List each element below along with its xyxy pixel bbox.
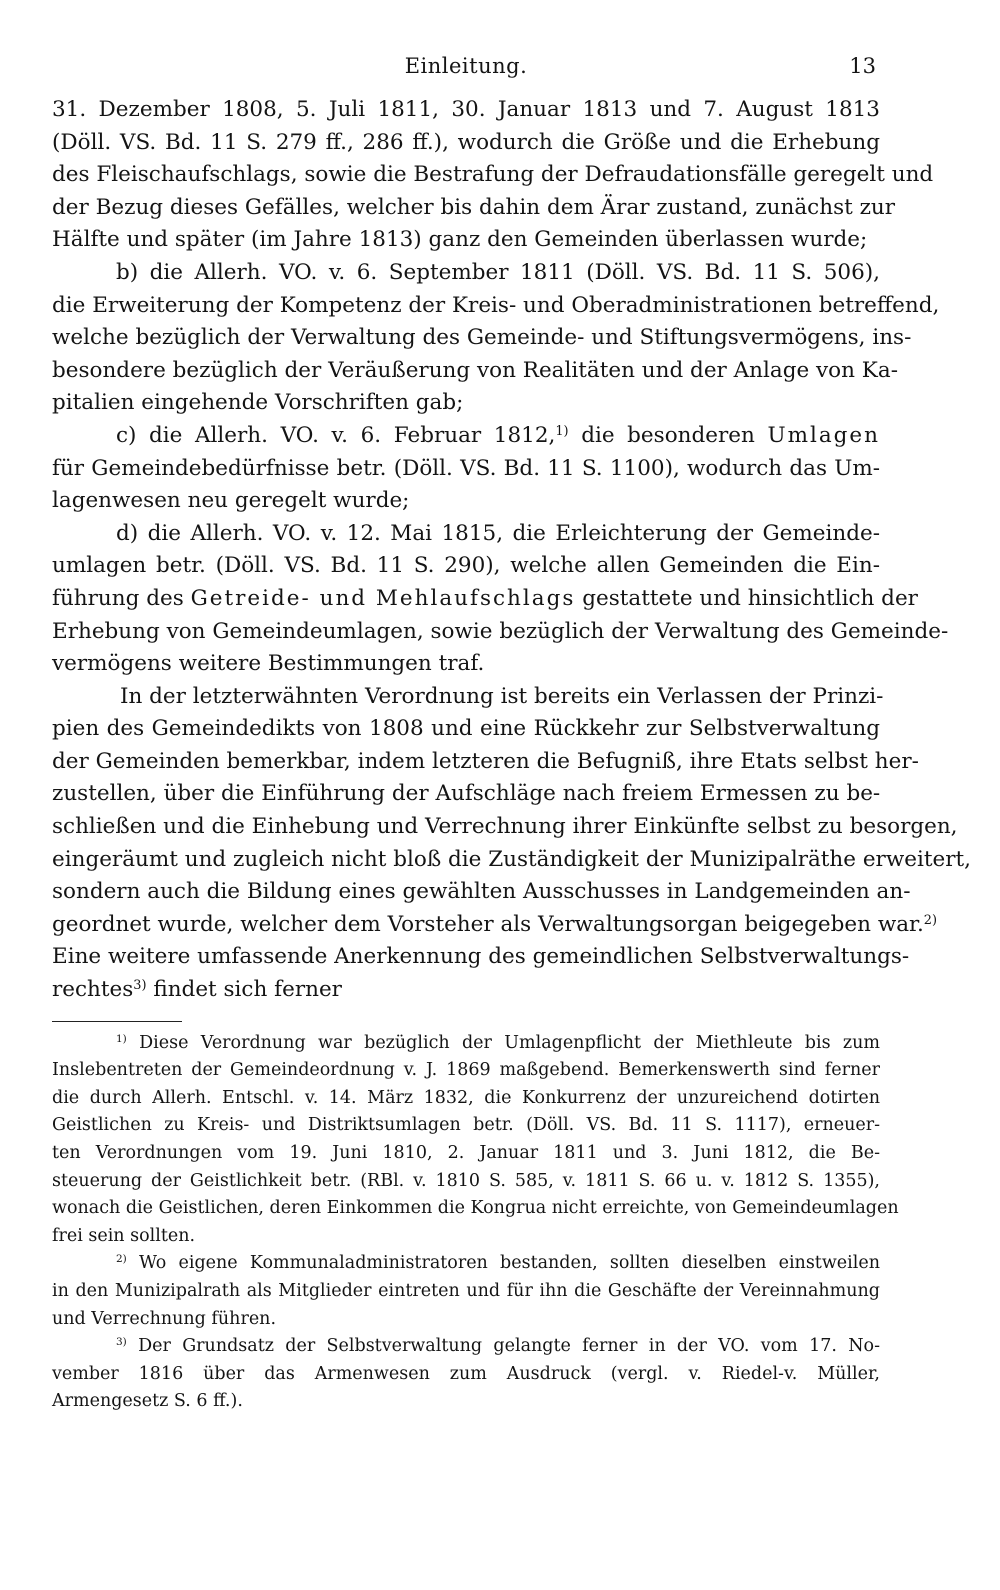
text-fragment: Der Grundsatz der Selbstverwaltung gelangte ferner in der VO. vom 17. No- [138,1336,880,1357]
text-line: der Bezug dieses Gefälles, welcher bis dahin dem Ärar zustand, zunächst zur [52,194,896,220]
emphasis-spaced: Getreide- und Mehlaufschlags [190,585,576,611]
text-line: pien des Gemeindedikts von 1808 und eine Rückkehr zur Selbstverwaltung [52,716,880,742]
footnote-3-line [52,1333,880,1361]
text-line [52,583,918,616]
text-line: der Gemeinden bemerkbar, indem letzteren die Befugniß, ihre Etats selbst her- [52,748,919,774]
running-head [52,54,880,94]
footnote-1-line [52,1030,880,1058]
footnote-2-line: und Verrechnung führen. [52,1308,277,1329]
footnote-1-line: die durch Allerh. Entschl. v. 14. März 1832, die Konkurrenz der unzureichend dotirten [52,1087,880,1108]
text-line [52,909,938,942]
footnote-1-line: Geistlichen zu Kreis- und Distriktsumlagen betr. (Döll. VS. Bd. 11 S. 1117), erneuer- [52,1115,880,1136]
text-line: des Fleischaufschlags, sowie die Bestrafung der Defraudationsfälle geregelt und [52,162,934,188]
text-fragment: die besonderen [568,422,755,448]
footnote-ref-1: 1) [555,423,569,439]
footnote-marker: 3) [116,1336,127,1349]
text-fragment: findet sich ferner [153,977,342,1003]
footnotes [52,1030,899,1416]
footnote-marker: 2) [116,1253,127,1266]
text-line: Hälfte und später (im Jahre 1813) ganz den Gemeinden überlassen wurde; [52,227,868,253]
footnote-3-line: Armengesetz S. 6 ff.). [52,1391,243,1412]
footnote-divider [52,1021,182,1022]
text-line: lagenwesen neu geregelt wurde; [52,488,410,514]
text-fragment: führung des [52,585,184,611]
text-line: besondere bezüglich der Veräußerung von Realitäten und der Anlage von Ka- [52,357,898,383]
text-line: die Erweiterung der Kompetenz der Kreis- und Oberadministrationen betreffend, [52,292,940,318]
text-line [52,420,880,453]
text-fragment: Wo eigene Kommunaladministratoren bestanden, sollten dieselben einstweilen [138,1253,880,1274]
footnote-3-line: vember 1816 über das Armenwesen zum Ausdruck (vergl. v. Riedel-v. Müller, [52,1363,880,1384]
footnote-1-line: ten Verordnungen vom 19. Juni 1810, 2. Januar 1811 und 3. Juni 1812, die Be- [52,1143,880,1163]
footnote-ref-2: 2) [923,912,938,928]
footnote-1-line: frei sein sollten. [52,1225,196,1246]
text-fragment: geordnet wurde, welcher dem Vorsteher als Verwaltungsorgan beigegeben war. [52,911,924,937]
chapter-title: Einleitung. [404,54,528,78]
text-line: b) die Allerh. VO. v. 6. September 1811 (Döll. VS. Bd. 11 S. 506), [116,259,880,285]
text-fragment: Diese Verordnung war bezüglich der Umlagenpflicht der Miethleute bis zum [139,1032,880,1053]
text-line: (Döll. VS. Bd. 11 S. 279 ff., 286 ff.), wodurch die Größe und die Erhebung [52,129,880,155]
text-line: eingeräumt und zugleich nicht bloß die Zuständigkeit der Munizipalräthe erweitert, [52,846,971,872]
footnote-1-line: wonach die Geistlichen, deren Einkommen die Kongrua nicht erreichte, von Gemeindeumlagen [52,1198,899,1219]
book-page [52,54,971,1564]
text-fragment: rechtes [52,977,134,1003]
text-line: sondern auch die Bildung eines gewählten Ausschusses in Landgemeinden an- [52,879,911,905]
text-line: 31. Dezember 1808, 5. Juli 1811, 30. Januar 1813 und 7. August 1813 [52,97,880,122]
text-fragment: gestattete und hinsichtlich der [575,585,918,611]
body-text [52,94,971,1007]
text-line: vermögens weitere Bestimmungen traf. [52,651,485,677]
footnote-1-line: Inslebentreten der Gemeindeordnung v. J. 1869 maßgebend. Bemerkenswerth sind ferner [52,1060,880,1081]
footnote-marker: 1) [116,1032,127,1045]
text-line: welche bezüglich der Verwaltung des Gemeinde- und Stiftungsvermögens, ins- [52,325,912,351]
text-fragment: c) die Allerh. VO. v. 6. Februar 1812, [116,422,556,448]
text-line: schließen und die Einhebung und Verrechnung ihrer Einkünfte selbst zu besorgen, [52,814,958,840]
text-line: für Gemeindebedürfnisse betr. (Döll. VS. Bd. 11 S. 1100), wodurch das Um- [52,455,880,481]
footnote-2-line: in den Munizipalrath als Mitglieder eintreten und für ihn die Geschäfte der Vereinnahmung [52,1280,880,1301]
emphasis-spaced: Umlagen [767,422,880,448]
text-line: Erhebung von Gemeindeumlagen, sowie bezüglich der Verwaltung des Gemeinde- [52,618,949,644]
footnote-1-line: steuerung der Geistlichkeit betr. (RBl. v. 1810 S. 585, v. 1811 S. 66 u. v. 1812 S. 1355), [52,1170,880,1191]
footnote-ref-3: 3) [133,977,147,993]
text-line [52,974,880,1007]
text-line: Eine weitere umfassende Anerkennung des gemeindlichen Selbstverwaltungs- [52,944,910,970]
text-line: d) die Allerh. VO. v. 12. Mai 1815, die Erleichterung der Gemeinde- [116,520,880,546]
text-line: pitalien eingehende Vorschriften gab; [52,390,464,416]
text-line: umlagen betr. (Döll. VS. Bd. 11 S. 290), welche allen Gemeinden die Ein- [52,553,880,579]
text-line: In der letzterwähnten Verordnung ist bereits ein Verlassen der Prinzi- [120,683,884,709]
text-line: zustellen, über die Einführung der Aufschläge nach freiem Ermessen zu be- [52,781,881,807]
page-number: 13 [849,54,876,78]
footnote-2-line [52,1250,880,1278]
